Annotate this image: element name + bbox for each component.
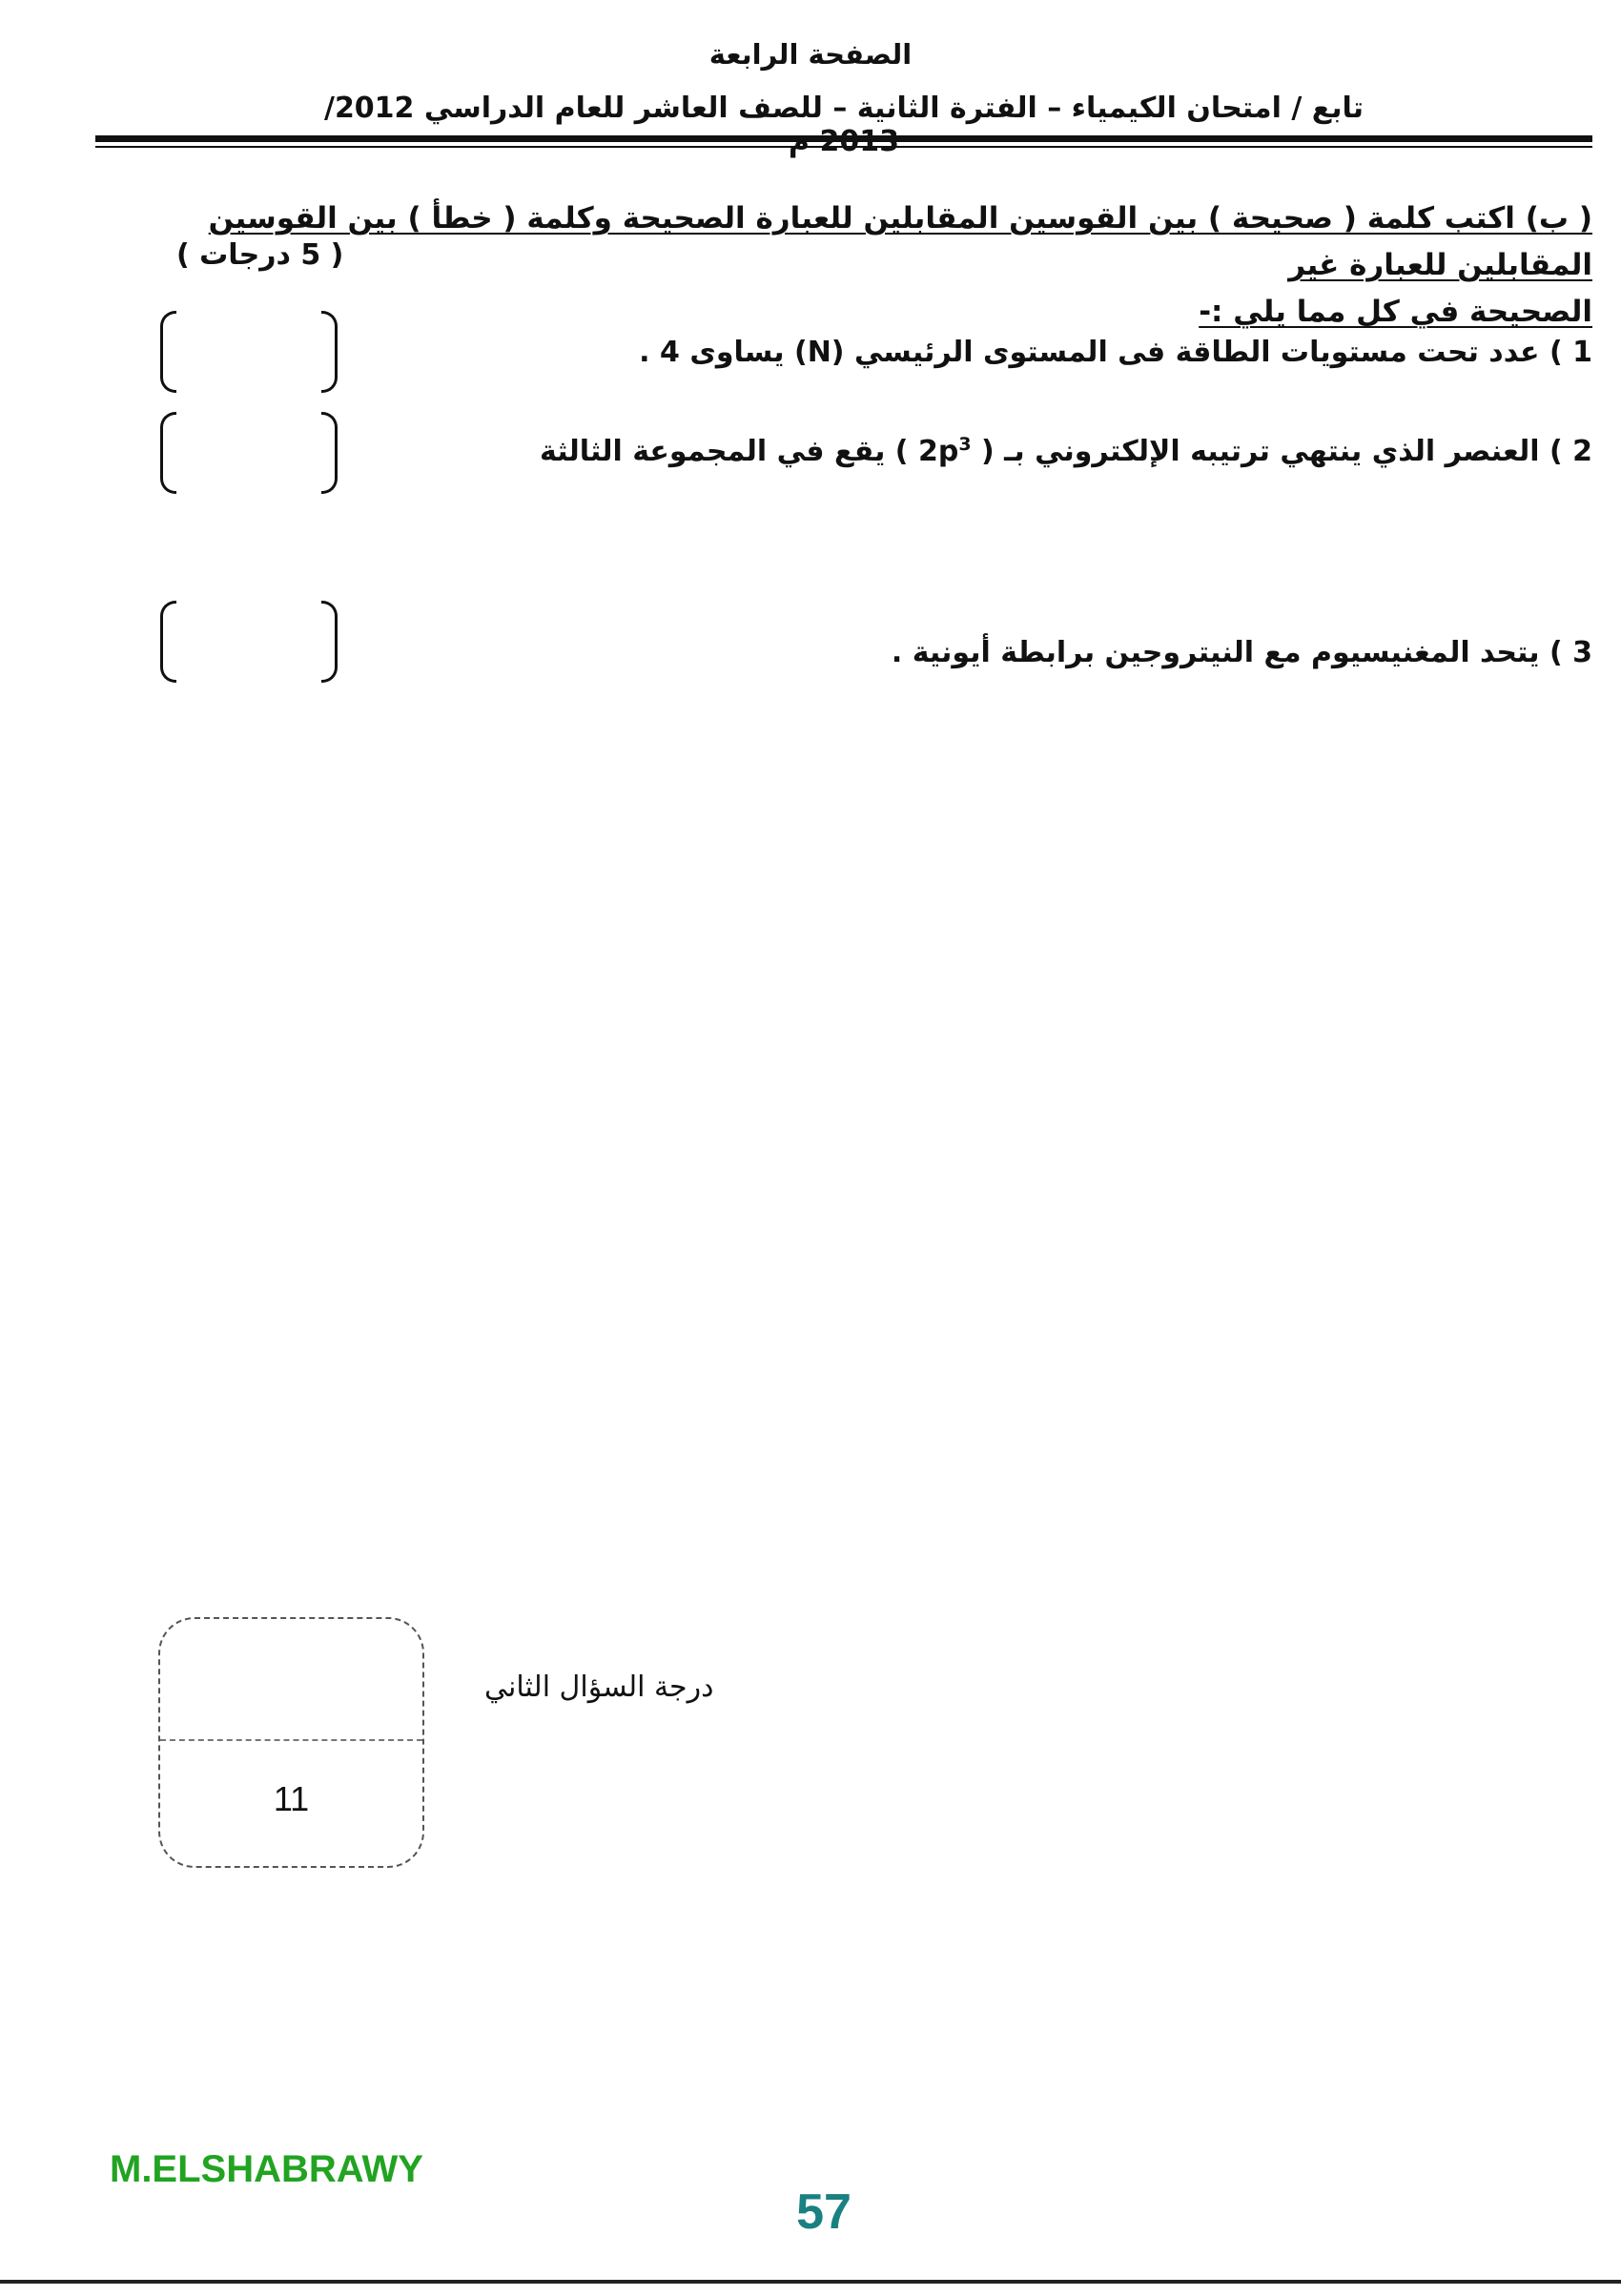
score-divider (160, 1739, 422, 1741)
author-name: M.ELSHABRAWY (110, 2148, 423, 2190)
orbital-label: 2p (917, 435, 959, 468)
statement-2 (372, 434, 1592, 468)
answer-brackets-3[interactable] (160, 601, 338, 681)
score-total: 11 (273, 1779, 310, 1818)
right-bracket (321, 601, 338, 683)
left-bracket (160, 412, 176, 494)
left-bracket (160, 311, 176, 393)
score-label: درجة السؤال الثاني (484, 1671, 714, 1704)
header-divider-thin (95, 146, 1592, 148)
statement-1: 1 ) عدد تحت مستويات الطاقة فى المستوى الرئيسي (N) يساوى 4 . (639, 336, 1592, 369)
left-bracket (160, 601, 176, 683)
score-box (158, 1617, 424, 1868)
page-number: 57 (796, 2184, 852, 2240)
header-divider (95, 135, 1592, 142)
footer-divider (0, 2280, 1621, 2284)
question-instruction (143, 195, 1592, 336)
electron-configuration (918, 435, 972, 468)
orbital-exponent: 3 (958, 434, 972, 455)
answer-brackets-1[interactable] (160, 311, 338, 391)
right-bracket (321, 412, 338, 494)
statement-2-text-end: ) يقع في المجموعة الثالثة (540, 435, 918, 468)
statement-3: 3 ) يتحد المغنيسيوم مع النيتروجين برابطة أيونية . (891, 636, 1592, 669)
instruction-line-1: ( ب) اكتب كلمة ( صحيحة ) بين القوسين المقابلين للعبارة الصحيحة وكلمة ( خطأ ) بين القوسين المقابلين للعبارة غير (208, 201, 1592, 282)
marks-label: ( 5 درجات ) (176, 238, 344, 272)
answer-brackets-2[interactable] (160, 412, 338, 492)
instruction-line-2: الصحيحة في كل مما يلي :- (1199, 295, 1592, 329)
exam-header: تابع / امتحان الكيمياء – الفترة الثانية – للصف العاشر للعام الدراسي 2012/ (323, 92, 1365, 125)
page-title: الصفحة الرابعة (708, 38, 913, 71)
statement-2-text-start: 2 ) العنصر الذي ينتهي ترتيبه الإلكتروني بـ ( (971, 435, 1592, 468)
right-bracket (321, 311, 338, 393)
